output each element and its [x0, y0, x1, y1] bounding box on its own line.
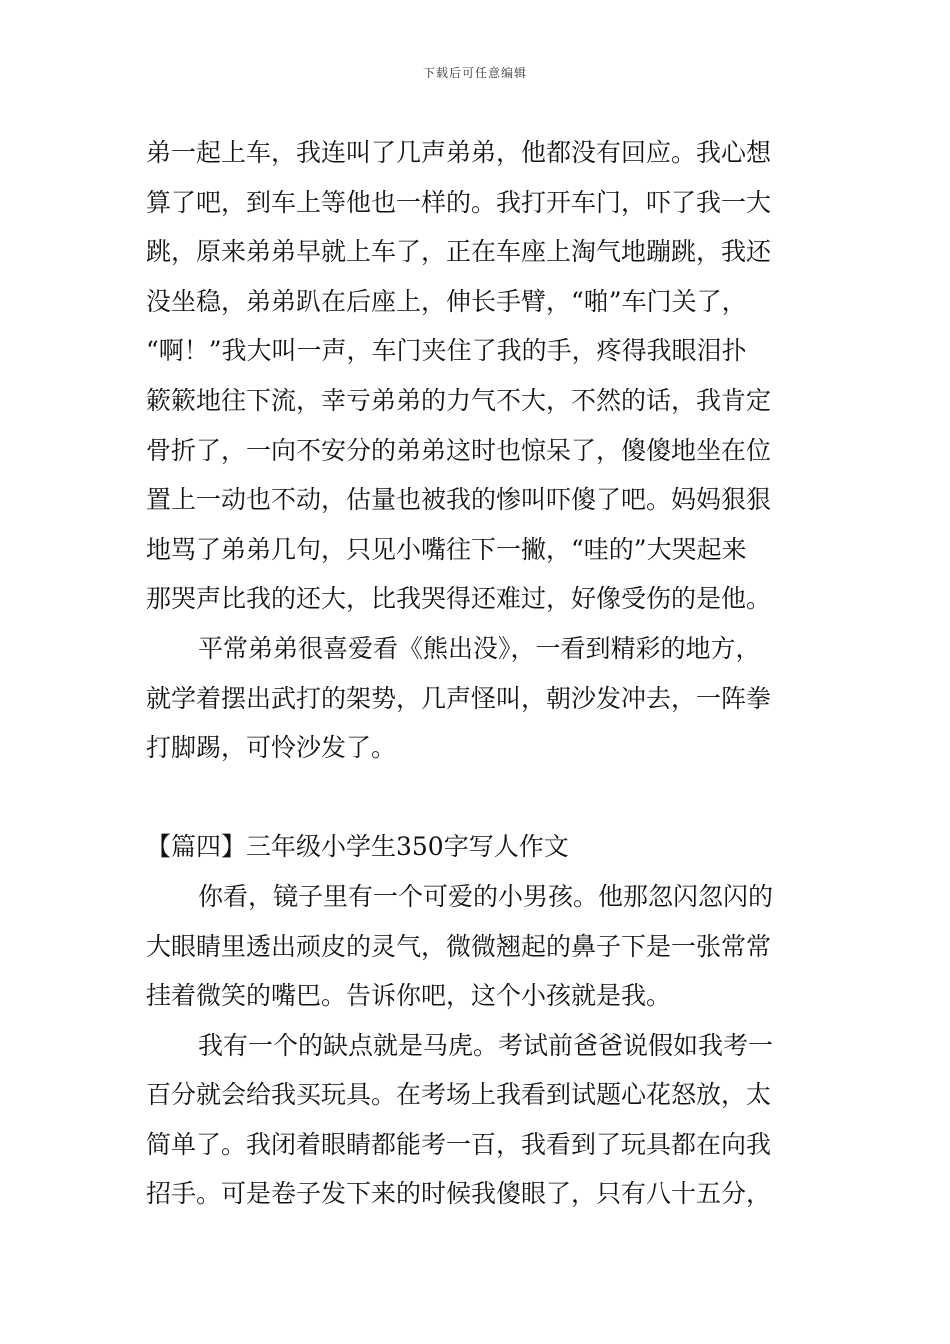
text-line: 骨折了，一向不安分的弟弟这时也惊呆了，傻傻地坐在位 — [146, 435, 772, 465]
text-line: 平常弟弟很喜爱看《熊出没》，一看到精彩的地方， — [198, 633, 761, 663]
text-line: 我有一个的缺点就是马虎。考试前爸爸说假如我考一 — [198, 1030, 774, 1060]
paragraph-spacer — [146, 773, 806, 823]
paragraph-2 — [146, 624, 806, 773]
text-line: 简单了。我闭着眼睛都能考一百，我看到了玩具都在向我 — [146, 1129, 772, 1159]
paragraph-3 — [146, 872, 806, 1021]
text-line: 没坐稳，弟弟趴在后座上，伸长手臂，“啪”车门关了， — [146, 286, 747, 316]
text-line: 你看，镜子里有一个可爱的小男孩。他那忽闪忽闪的 — [198, 881, 774, 911]
page-header: 下载后可任意编辑 — [422, 66, 527, 80]
text-line: 地骂了弟弟几句，只见小嘴往下一撇，“哇的”大哭起来 — [146, 534, 747, 564]
text-line: 打脚踢，可怜沙发了。 — [146, 733, 397, 763]
text-line: 弟一起上车，我连叫了几声弟弟，他都没有回应。我心想 — [146, 138, 772, 167]
text-line: 簌簌地往下流，幸亏弟弟的力气不大，不然的话，我肯定 — [146, 385, 772, 415]
paragraph-1 — [146, 128, 806, 624]
text-line: 置上一动也不动，估量也被我的惨叫吓傻了吧。妈妈狠狠 — [146, 485, 772, 515]
text-line: 那哭声比我的还大，比我哭得还难过，好像受伤的是他。 — [146, 584, 772, 614]
text-line: 跳，原来弟弟早就上车了，正在车座上淘气地蹦跳，我还 — [146, 237, 772, 267]
text-line: 招手。可是卷子发下来的时候我傻眼了，只有八十五分， — [146, 1179, 772, 1209]
text-line: 就学着摆出武打的架势，几声怪叫，朝沙发冲去，一阵拳 — [146, 683, 772, 713]
text-line: 算了吧，到车上等他也一样的。我打开车门，吓了我一大 — [146, 187, 772, 217]
paragraph-4 — [146, 1021, 806, 1219]
text-line: 挂着微笑的嘴巴。告诉你吧，这个小孩就是我。 — [146, 981, 672, 1011]
text-line: 大眼睛里透出顽皮的灵气，微微翘起的鼻子下是一张常常 — [146, 931, 772, 961]
document-body — [146, 128, 806, 1219]
text-line: 百分就会给我买玩具。在考场上我看到试题心花怒放，太 — [146, 1080, 772, 1110]
section-title: 【篇四】三年级小学生350字写人作文 — [146, 832, 569, 862]
text-line: “啊！”我大叫一声，车门夹住了我的手，疼得我眼泪扑 — [146, 336, 747, 366]
